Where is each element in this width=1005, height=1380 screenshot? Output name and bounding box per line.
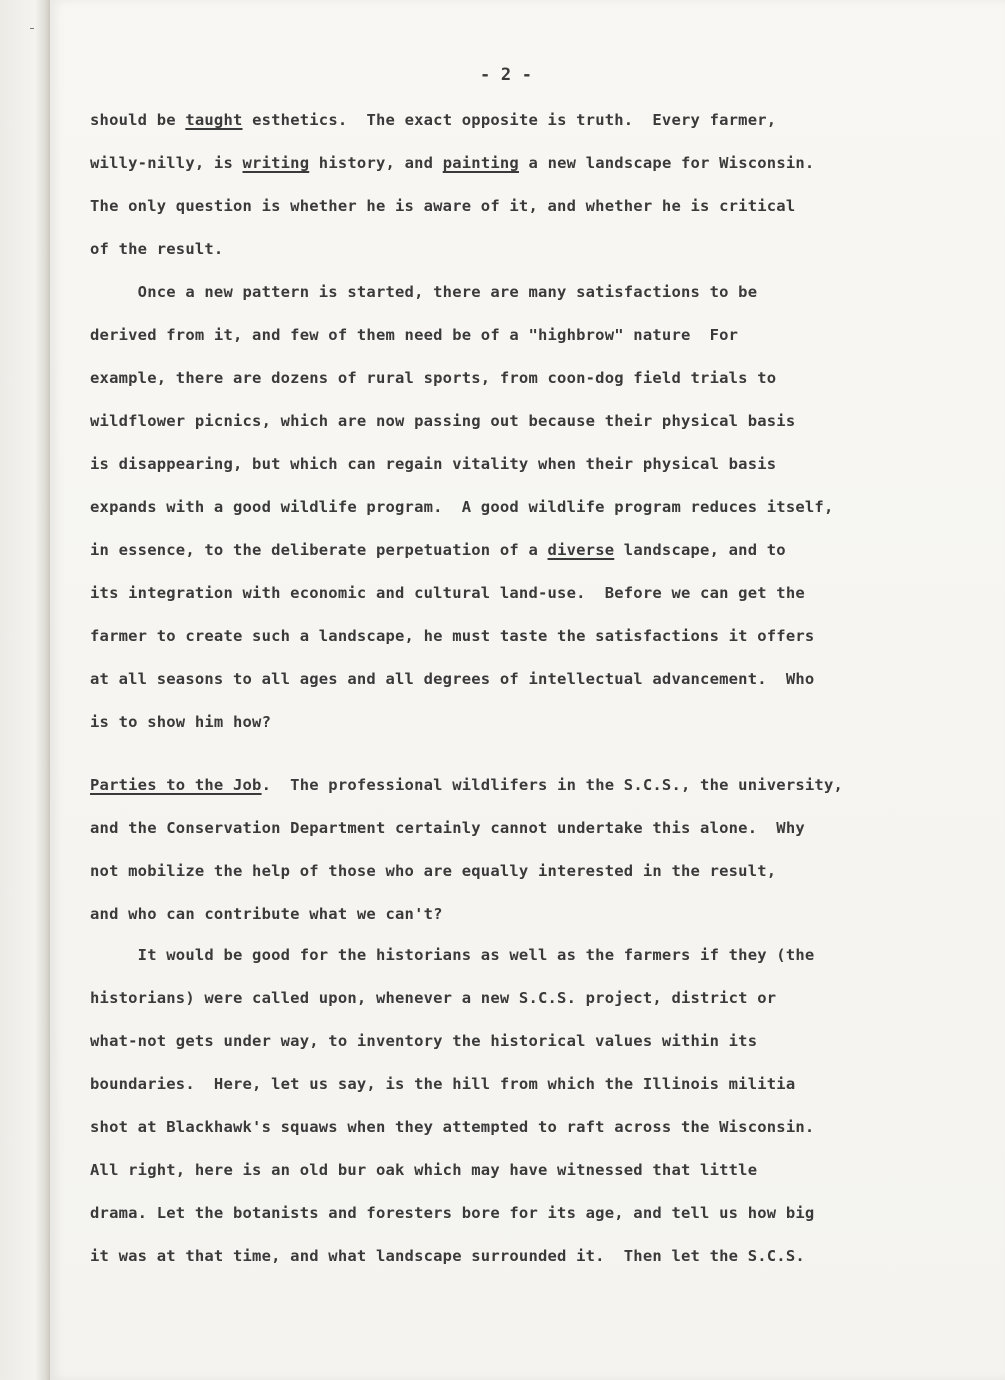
- binding-strip: [0, 0, 50, 1380]
- text-line: is disappearing, but which can regain vitality when their physical basis: [90, 455, 777, 473]
- text-line: it was at that time, and what landscape surrounded it. Then let the S.C.S.: [90, 1247, 805, 1265]
- text-line: drama. Let the botanists and foresters bore for its age, and tell us how big: [90, 1204, 815, 1222]
- text-line: [90, 540, 786, 560]
- text-line: at all seasons to all ages and all degrees of intellectual advancement. Who: [90, 670, 815, 688]
- section-heading: Parties to the Job: [90, 776, 262, 794]
- text-line: Once a new pattern is started, there are many satisfactions to be: [90, 283, 758, 301]
- text-line: and the Conservation Department certainly cannot undertake this alone. Why: [90, 819, 805, 837]
- page-number: - 2 -: [480, 65, 533, 85]
- text-line: what-not gets under way, to inventory the historical values within its: [90, 1032, 758, 1050]
- text-line: its integration with economic and cultural land-use. Before we can get the: [90, 584, 805, 602]
- text-line: is to show him how?: [90, 713, 272, 731]
- text-line: farmer to create such a landscape, he must taste the satisfactions it offers: [90, 627, 815, 645]
- text-line: of the result.: [90, 240, 224, 258]
- text-line: expands with a good wildlife program. A good wildlife program reduces itself,: [90, 498, 834, 516]
- text-line: [90, 110, 776, 130]
- text-line: example, there are dozens of rural sports, from coon-dog field trials to: [90, 369, 777, 387]
- text-line: [90, 775, 843, 795]
- underlined-word: diverse: [547, 541, 615, 559]
- text-run: should be: [90, 111, 186, 129]
- text-run: . The professional wildlifers in the S.C.S., the university,: [261, 776, 844, 794]
- text-line: The only question is whether he is aware of it, and whether he is critical: [90, 197, 796, 215]
- text-run: landscape, and to: [614, 541, 786, 559]
- text-line: derived from it, and few of them need be of a "highbrow" nature For: [90, 326, 739, 344]
- text-line: shot at Blackhawk's squaws when they attempted to raft across the Wisconsin.: [90, 1118, 815, 1136]
- text-run: willy-nilly, is: [90, 154, 243, 172]
- text-line: not mobilize the help of those who are equally interested in the result,: [90, 862, 777, 880]
- typed-page: [50, 0, 1005, 1380]
- text-line: All right, here is an old bur oak which may have witnessed that little: [90, 1161, 758, 1179]
- text-line: wildflower picnics, which are now passing out because their physical basis: [90, 412, 796, 430]
- text-run: a new landscape for Wisconsin.: [518, 154, 815, 172]
- underlined-word: painting: [442, 154, 519, 172]
- binding-mark: [30, 28, 34, 29]
- text-run: esthetics. The exact opposite is truth. Every farmer,: [242, 111, 777, 129]
- text-run: history, and: [309, 154, 443, 172]
- text-run: in essence, to the deliberate perpetuation of a: [90, 541, 548, 559]
- text-line: and who can contribute what we can't?: [90, 905, 443, 923]
- underlined-word: taught: [185, 111, 243, 129]
- text-line: boundaries. Here, let us say, is the hill from which the Illinois militia: [90, 1075, 796, 1093]
- text-line: It would be good for the historians as well as the farmers if they (the: [90, 946, 815, 964]
- text-line: historians) were called upon, whenever a new S.C.S. project, district or: [90, 989, 777, 1007]
- underlined-word: writing: [242, 154, 310, 172]
- text-line: [90, 153, 814, 173]
